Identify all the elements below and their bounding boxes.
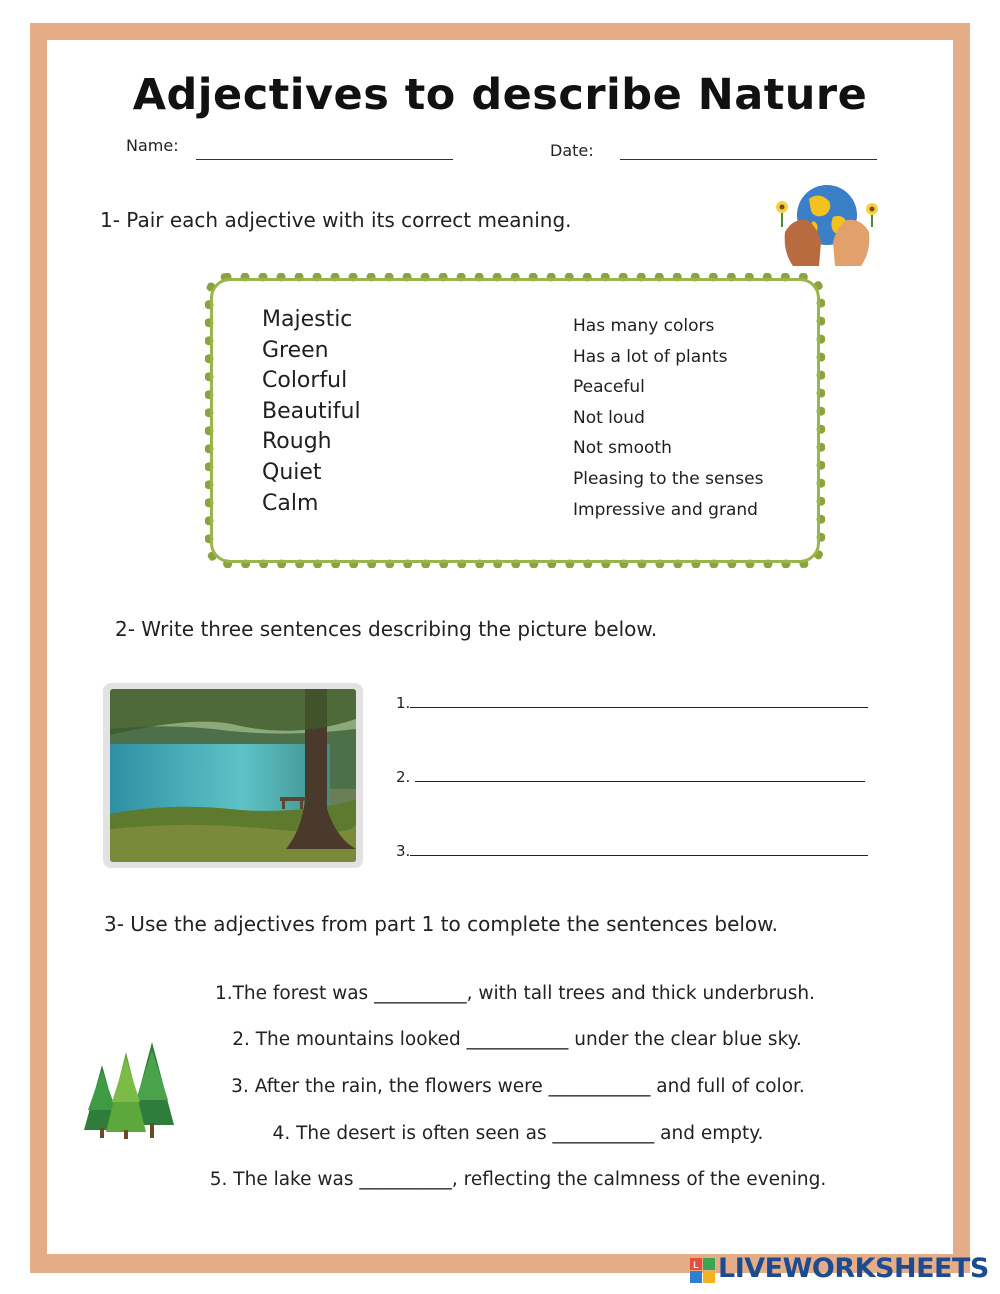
adjective-item[interactable]: Calm (262, 490, 319, 516)
liveworksheets-brand[interactable]: LIVEWORKSHEETS (718, 1253, 989, 1284)
meaning-item[interactable]: Impressive and grand (573, 499, 758, 520)
part2-instruction: 2- Write three sentences describing the picture below. (115, 617, 658, 641)
adjective-item[interactable]: Colorful (262, 368, 348, 394)
date-label: Date: (550, 141, 594, 160)
line-number: 3. (396, 842, 411, 860)
line-number: 1. (396, 694, 411, 712)
adjective-item[interactable]: Green (262, 337, 329, 363)
answer-underline[interactable] (415, 767, 865, 782)
line-number: 2. (396, 768, 411, 786)
fill-in-sentence[interactable]: 2. The mountains looked ___________ under the clear blue sky. (232, 1029, 802, 1050)
answer-underline[interactable] (410, 693, 868, 708)
meaning-item[interactable]: Not loud (573, 407, 645, 428)
meaning-item[interactable]: Pleasing to the senses (573, 468, 764, 489)
answer-underline[interactable] (410, 841, 868, 856)
fill-in-sentence[interactable]: 1.The forest was __________, with tall trees and thick underbrush. (214, 983, 816, 1004)
fill-in-sentence[interactable]: 4. The desert is often seen as ___________ and empty. (272, 1123, 764, 1144)
part1-instruction: 1- Pair each adjective with its correct meaning. (100, 208, 572, 232)
fill-in-sentence[interactable]: 3. After the rain, the flowers were ___________ and full of color. (231, 1076, 805, 1097)
adjective-item[interactable]: Quiet (262, 459, 322, 485)
lake-photo (103, 683, 363, 868)
page-title: Adjectives to describe Nature (132, 70, 868, 120)
meaning-item[interactable]: Has a lot of plants (573, 346, 728, 367)
adjective-item[interactable]: Beautiful (262, 398, 361, 424)
sentence-line-3[interactable] (396, 841, 868, 860)
adjective-list (262, 305, 361, 519)
liveworksheets-logo-icon (690, 1258, 716, 1284)
adjective-item[interactable]: Majestic (262, 307, 353, 332)
badge-letter: L (693, 1260, 699, 1270)
meaning-item[interactable]: Peaceful (573, 377, 645, 398)
meaning-item[interactable]: Not smooth (573, 438, 672, 459)
adjective-item[interactable]: Rough (262, 429, 332, 455)
date-input-line[interactable] (620, 159, 877, 160)
earth-in-hands-icon (773, 177, 881, 269)
name-input-line[interactable] (196, 159, 453, 160)
fill-in-sentence[interactable]: 5. The lake was __________, reflecting the calmness of the evening. (209, 1169, 827, 1190)
name-label: Name: (126, 136, 179, 155)
part3-instruction: 3- Use the adjectives from part 1 to complete the sentences below. (104, 912, 779, 936)
meaning-list (573, 311, 763, 525)
sentence-line-2[interactable] (396, 767, 865, 786)
sentence-line-1[interactable] (396, 693, 868, 712)
meaning-item[interactable]: Has many colors (573, 316, 715, 336)
